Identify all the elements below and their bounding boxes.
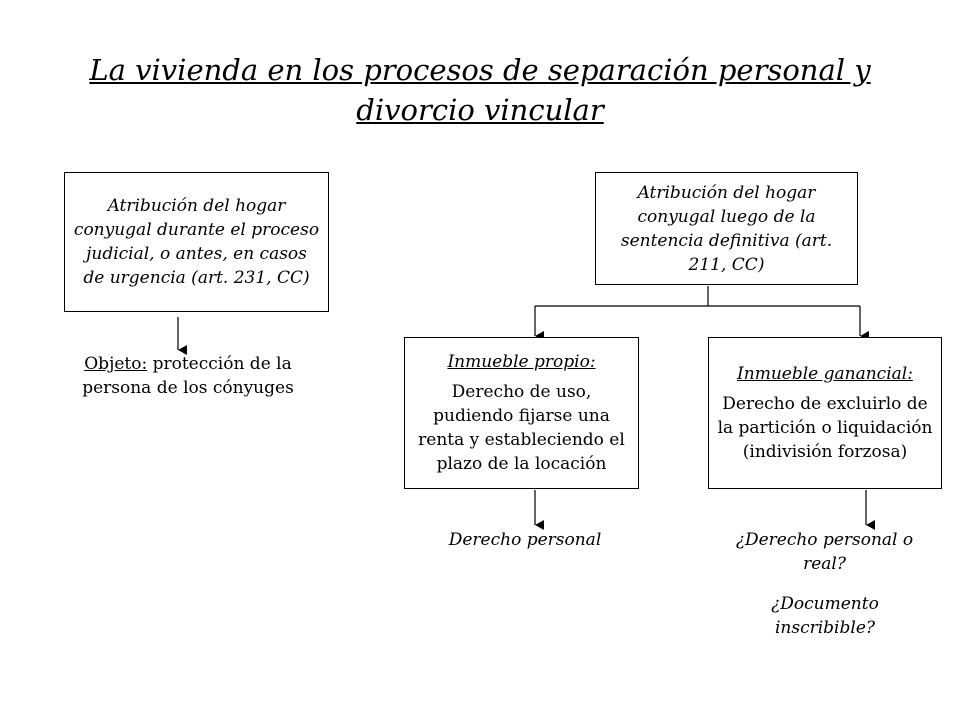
objeto-label: Objeto: [84,354,148,374]
inmueble-propio-body: Derecho de uso, pudiendo fijarse una renta y estableciendo el plazo de la locación [418,382,625,474]
box-atribucion-luego-sentencia [595,172,858,285]
derecho-personal-o-real-question: ¿Derecho personal o real? [735,530,914,574]
documento-inscribible-question: ¿Documento inscribible? [771,594,879,638]
box-inmueble-propio [404,337,639,489]
inmueble-propio-heading: Inmueble propio: [447,352,596,372]
objeto-proteccion-label [68,352,308,400]
box-atribucion-durante-proceso [64,172,329,312]
inmueble-ganancial-heading: Inmueble ganancial: [737,364,913,384]
derecho-personal-label: Derecho personal [448,530,602,550]
diagram-title: La vivienda en los procesos de separación personal y divorcio vincular [89,53,871,127]
inmueble-ganancial-body: Derecho de excluirlo de la partición o liquidación (indivisión forzosa) [717,394,933,462]
box-atribucion-durante-proceso-text: Atribución del hogar conyugal durante el proceso judicial, o antes, en casos de urgencia (art. 231, CC) [73,196,320,288]
objeto-text: protección de la persona de los cónyuges [82,354,294,398]
box-inmueble-ganancial [708,337,942,489]
box-atribucion-luego-sentencia-text: Atribución del hogar conyugal luego de la sentencia definitiva (art. 211, CC) [620,182,833,275]
